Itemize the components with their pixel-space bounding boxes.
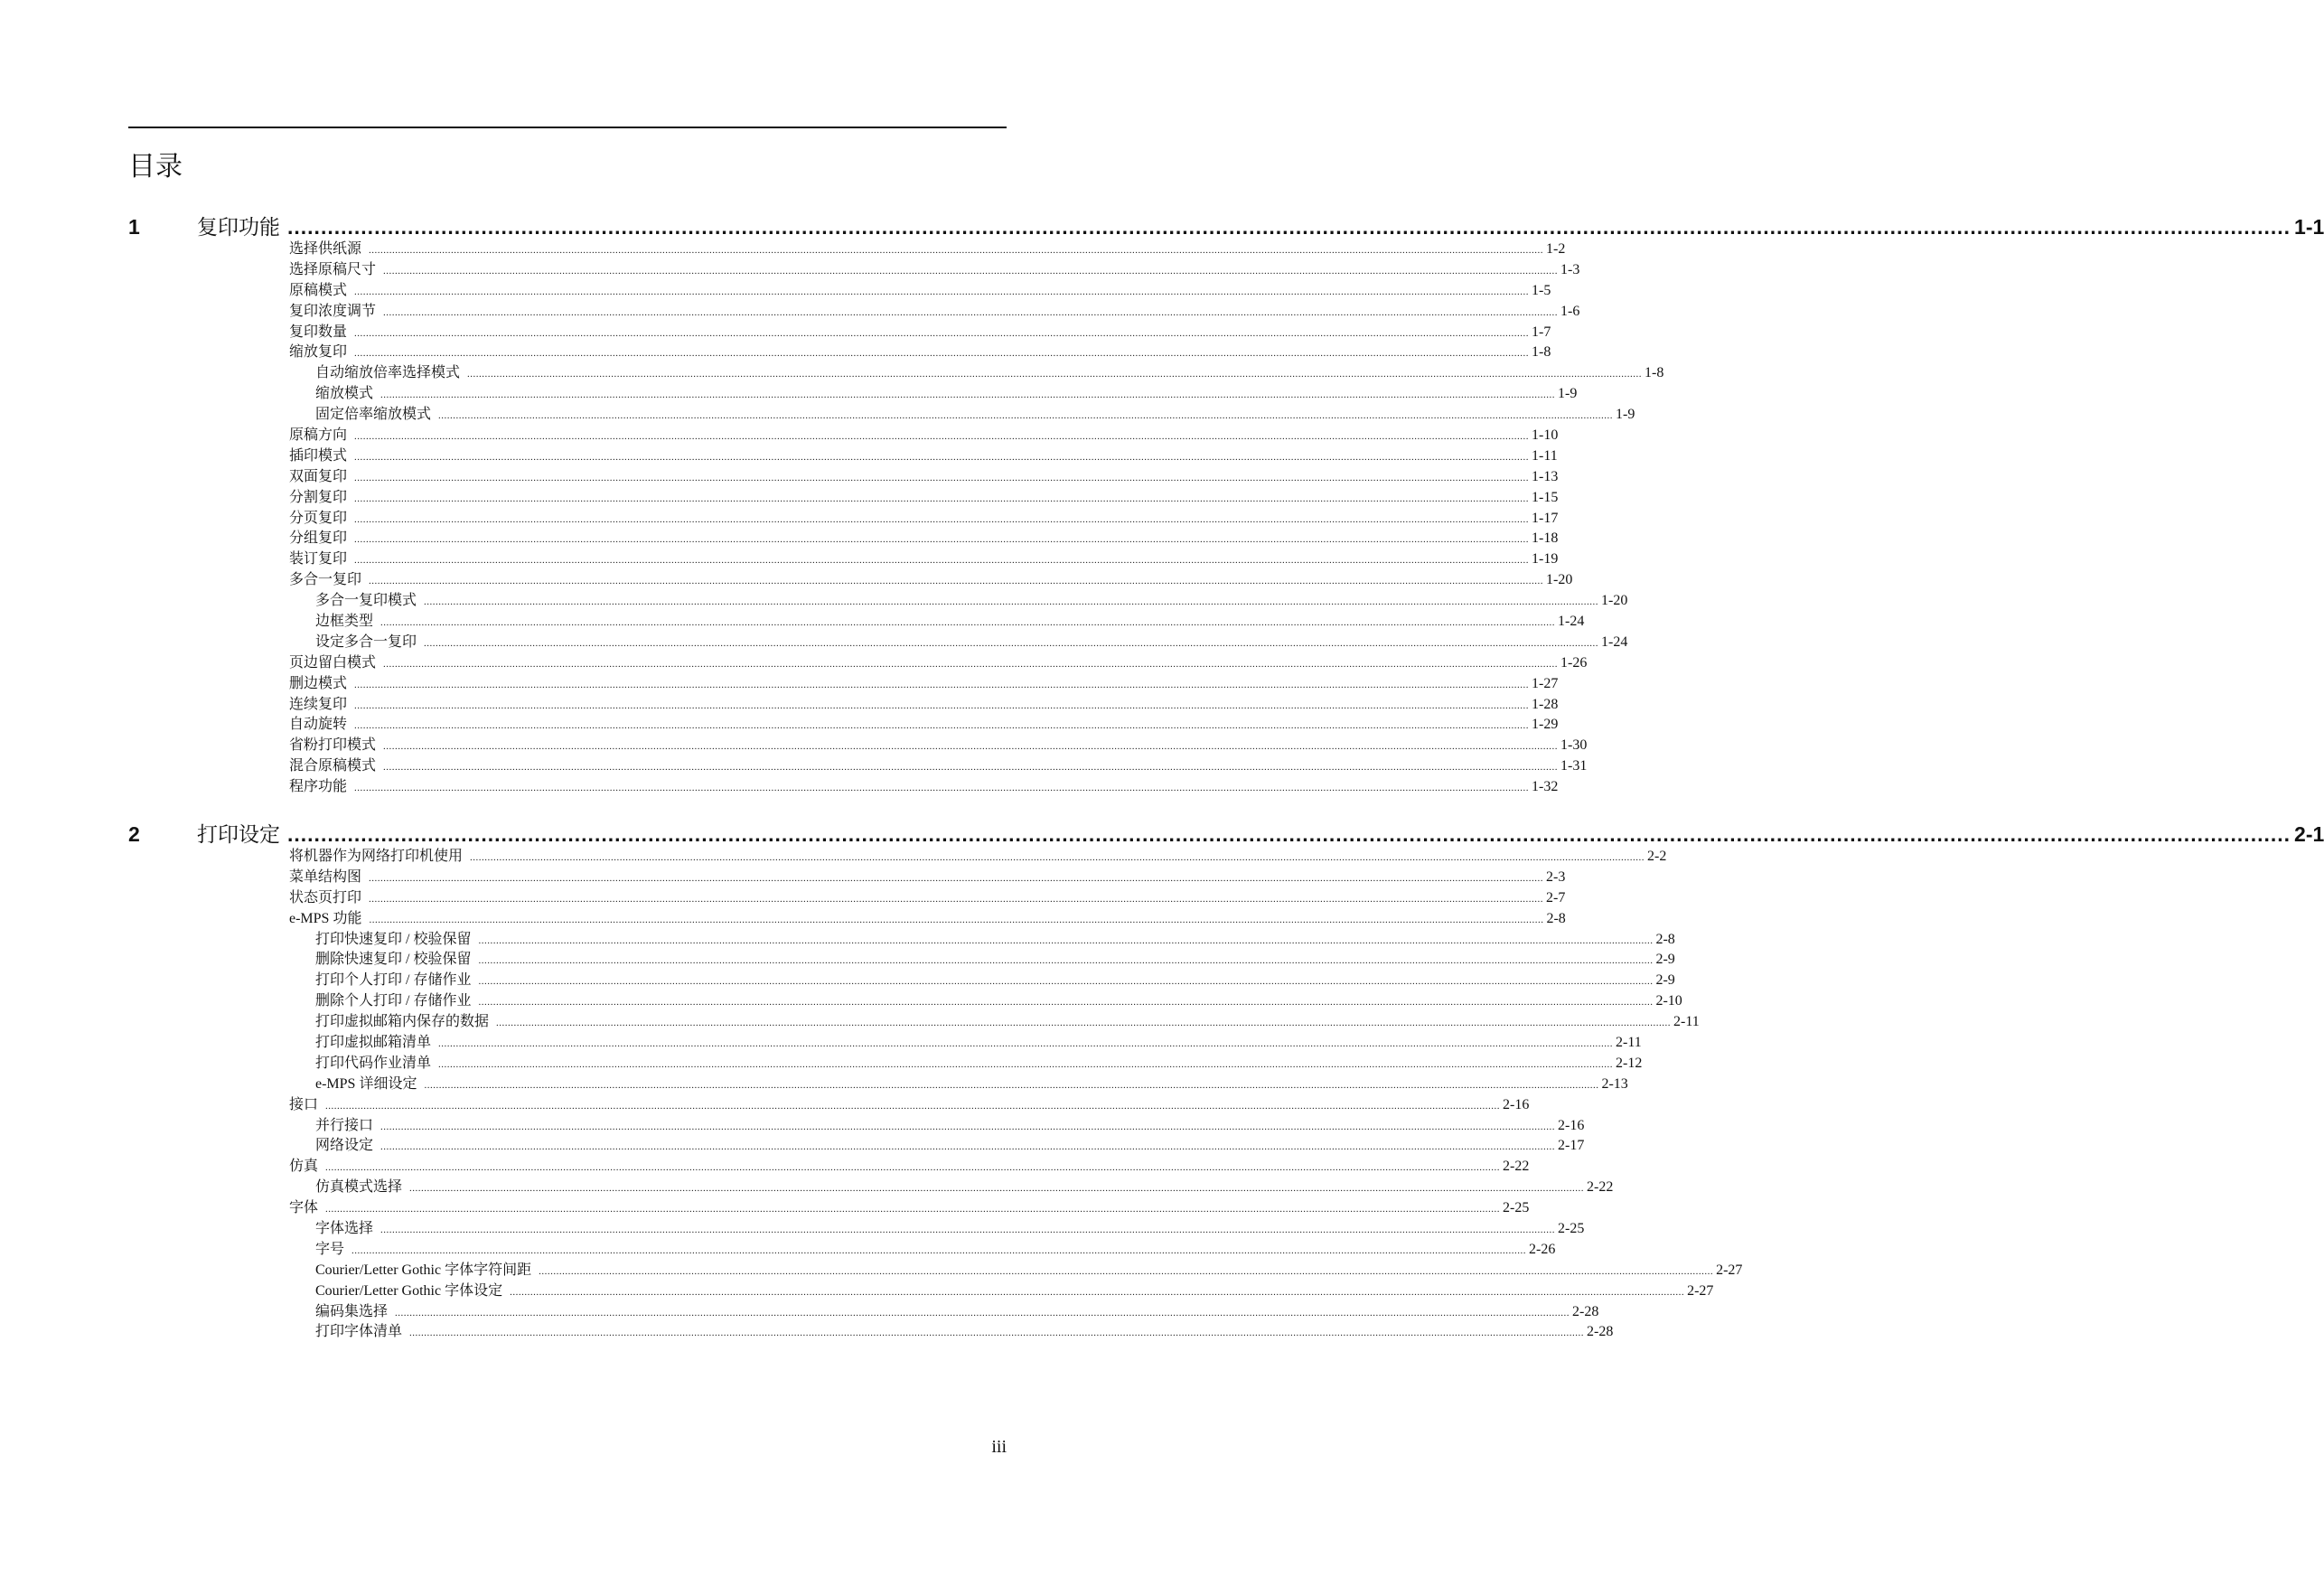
toc-entry[interactable] xyxy=(289,674,1559,695)
toc-entry[interactable] xyxy=(315,1075,1628,1095)
toc-entry-title: 缩放复印 xyxy=(289,344,348,361)
toc-entry-page: 2-11 xyxy=(1616,1035,1642,1051)
toc-entry-page: 1-17 xyxy=(1532,510,1559,526)
toc-entry[interactable] xyxy=(289,426,1559,446)
dot-leader: ................................................................................................................................................................................................................................................................................................................................................................................................................ xyxy=(539,1265,1714,1277)
dot-leader: ................................................................................................................................................................................................................................................................................................................................................................................................................ xyxy=(380,1141,1556,1153)
toc-entry-page: 2-25 xyxy=(1558,1221,1585,1237)
toc-entry[interactable] xyxy=(315,971,1675,991)
toc-entry-title: 复印浓度调节 xyxy=(289,303,377,319)
toc-entry-title: 状态页打印 xyxy=(289,889,362,906)
dot-leader: ................................................................................................................................................................................................................................................................................................................................................................................................................ xyxy=(478,955,1654,967)
toc-entry-title: 打印代码作业清单 xyxy=(315,1055,432,1071)
toc-entry-page: 1-19 xyxy=(1532,551,1559,568)
toc-entry[interactable] xyxy=(289,653,1588,674)
toc-entry-title: 删除个人打印 / 存储作业 xyxy=(315,993,472,1009)
toc-entry[interactable] xyxy=(315,591,1628,612)
toc-entry[interactable] xyxy=(289,909,1566,930)
dot-leader: ................................................................................................................................................................................................................................................................................................................................................................................................................ xyxy=(424,596,1599,608)
toc-entry-title: e-MPS 详细设定 xyxy=(315,1075,417,1092)
toc-entry[interactable] xyxy=(289,695,1559,716)
dot-leader: ............................................................................................................................................................................................................................................................................................................ xyxy=(287,822,2291,846)
toc-entry[interactable] xyxy=(315,633,1628,653)
toc-entry-page: 1-31 xyxy=(1560,758,1588,774)
dot-leader: ................................................................................................................................................................................................................................................................................................................................................................................................................ xyxy=(369,893,1544,905)
toc-entry[interactable] xyxy=(315,991,1682,1012)
dot-leader: ................................................................................................................................................................................................................................................................................................................................................................................................................ xyxy=(351,1244,1527,1256)
toc-entry-title: 仿真模式选择 xyxy=(315,1179,403,1196)
toc-entry-page: 1-26 xyxy=(1560,654,1588,671)
dot-leader: ................................................................................................................................................................................................................................................................................................................................................................................................................ xyxy=(383,306,1559,318)
dot-leader: ................................................................................................................................................................................................................................................................................................................................................................................................................ xyxy=(496,1018,1672,1029)
toc-entry-title: 打印快速复印 / 校验保留 xyxy=(315,931,472,947)
dot-leader: ................................................................................................................................................................................................................................................................................................................................................................................................................ xyxy=(369,245,1544,256)
dot-leader: ................................................................................................................................................................................................................................................................................................................................................................................................................ xyxy=(354,327,1530,339)
dot-leader: ................................................................................................................................................................................................................................................................................................................................................................................................................ xyxy=(478,997,1654,1009)
dot-leader: ................................................................................................................................................................................................................................................................................................................................................................................................................ xyxy=(380,1121,1556,1132)
toc-entry[interactable] xyxy=(315,1219,1585,1240)
toc-entry-page: 2-7 xyxy=(1546,889,1566,906)
toc-entry-page: 2-3 xyxy=(1546,868,1566,885)
toc-entry-page: 1-28 xyxy=(1532,696,1559,712)
toc-entry-title: 连续复印 xyxy=(289,696,348,712)
dot-leader: ................................................................................................................................................................................................................................................................................................................................................................................................................ xyxy=(470,852,1645,863)
toc-entry-title: 自动缩放倍率选择模式 xyxy=(315,365,461,381)
toc-entry[interactable] xyxy=(315,1178,1614,1198)
dot-leader: ................................................................................................................................................................................................................................................................................................................................................................................................................ xyxy=(478,976,1654,988)
toc-entry[interactable] xyxy=(289,239,1566,260)
dot-leader: ................................................................................................................................................................................................................................................................................................................................................................................................................ xyxy=(380,1225,1556,1236)
dot-leader: ................................................................................................................................................................................................................................................................................................................................................................................................................ xyxy=(438,410,1614,422)
toc-entry-page: 1-11 xyxy=(1532,447,1558,464)
toc-entry-page: 2-28 xyxy=(1572,1303,1599,1319)
toc-entry[interactable] xyxy=(289,868,1566,888)
chapter-title: 打印设定 xyxy=(197,823,280,847)
toc-entry-title: 菜单结构图 xyxy=(289,868,362,885)
toc-entry-title: e-MPS 功能 xyxy=(289,910,362,926)
dot-leader: ................................................................................................................................................................................................................................................................................................................................................................................................................ xyxy=(383,265,1559,277)
toc-entry-page: 1-8 xyxy=(1645,365,1664,381)
toc-entry-title: 删边模式 xyxy=(289,675,348,691)
toc-entry[interactable] xyxy=(315,930,1675,951)
toc-entry[interactable] xyxy=(289,549,1559,570)
toc-entry-page: 1-3 xyxy=(1560,261,1580,277)
toc-entry-title: 省粉打印模式 xyxy=(289,737,377,754)
toc-entry[interactable] xyxy=(289,777,1559,798)
dot-leader: ................................................................................................................................................................................................................................................................................................................................................................................................................ xyxy=(325,1100,1501,1112)
toc-entry[interactable] xyxy=(315,1033,1642,1054)
toc-entry-title: 设定多合一复印 xyxy=(315,633,417,650)
dot-leader: ................................................................................................................................................................................................................................................................................................................................................................................................................ xyxy=(325,1162,1501,1174)
toc-entry-title: 字体选择 xyxy=(315,1221,374,1237)
page-number: iii xyxy=(991,1437,1007,1457)
toc-entry-page: 1-7 xyxy=(1532,324,1551,340)
dot-leader: ............................................................................................................................................................................................................................................................................................................ xyxy=(287,215,2291,239)
toc-entry-title: 分页复印 xyxy=(289,510,348,526)
toc-entry[interactable] xyxy=(289,281,1551,302)
toc-entry[interactable] xyxy=(289,529,1559,549)
toc-entry-page: 1-13 xyxy=(1532,468,1559,484)
toc-entry-title: 混合原稿模式 xyxy=(289,758,377,774)
toc-entry-title: 固定倍率缩放模式 xyxy=(315,407,432,423)
toc-entry-title: Courier/Letter Gothic 字体字符间距 xyxy=(315,1262,532,1278)
toc-entry[interactable] xyxy=(315,1116,1585,1137)
chapter-number: 1 xyxy=(128,215,140,239)
toc-entry-title: 插印模式 xyxy=(289,447,348,464)
toc-entry-title: 并行接口 xyxy=(315,1117,374,1133)
toc-entry[interactable] xyxy=(289,1157,1530,1178)
toc-entry[interactable] xyxy=(315,1136,1585,1157)
toc-entry-page: 1-32 xyxy=(1532,779,1559,795)
chapter-number: 2 xyxy=(128,822,140,846)
dot-leader: ................................................................................................................................................................................................................................................................................................................................................................................................................ xyxy=(354,783,1530,794)
dot-leader: ................................................................................................................................................................................................................................................................................................................................................................................................................ xyxy=(424,1079,1599,1091)
toc-entry[interactable] xyxy=(289,343,1551,363)
toc-entry-page: 1-20 xyxy=(1601,593,1628,609)
dot-leader: ................................................................................................................................................................................................................................................................................................................................................................................................................ xyxy=(438,1038,1614,1050)
toc-entry-title: 自动旋转 xyxy=(289,717,348,733)
toc-entry-title: 打印虚拟邮箱内保存的数据 xyxy=(315,1014,490,1030)
toc-entry-page: 1-29 xyxy=(1532,717,1559,733)
toc-entry-title: 编码集选择 xyxy=(315,1303,389,1319)
toc-entry-page: 1-18 xyxy=(1532,530,1559,547)
dot-leader: ................................................................................................................................................................................................................................................................................................................................................................................................................ xyxy=(383,762,1559,774)
toc-entry-page: 1-9 xyxy=(1616,407,1635,423)
toc-entry-title: 原稿模式 xyxy=(289,282,348,298)
toc-entry-title: 分组复印 xyxy=(289,530,348,547)
toc-entry[interactable] xyxy=(315,612,1585,633)
dot-leader: ................................................................................................................................................................................................................................................................................................................................................................................................................ xyxy=(369,872,1544,884)
toc-entry-page: 1-10 xyxy=(1532,427,1559,444)
toc-entry-page: 2-9 xyxy=(1655,972,1675,989)
dot-leader: ................................................................................................................................................................................................................................................................................................................................................................................................................ xyxy=(354,534,1530,546)
chapter-title: 复印功能 xyxy=(197,216,280,239)
toc-entry-page: 1-24 xyxy=(1558,614,1585,630)
toc-entry[interactable] xyxy=(289,736,1588,756)
toc-entry-title: 缩放模式 xyxy=(315,386,374,402)
toc-entry-title: 字号 xyxy=(315,1241,345,1257)
dot-leader: ................................................................................................................................................................................................................................................................................................................................................................................................................ xyxy=(354,493,1530,504)
toc-entry[interactable] xyxy=(289,509,1559,530)
toc-entry-title: 程序功能 xyxy=(289,779,348,795)
toc-entry-page: 1-15 xyxy=(1532,489,1559,505)
dot-leader: ................................................................................................................................................................................................................................................................................................................................................................................................................ xyxy=(354,348,1530,360)
dot-leader: ................................................................................................................................................................................................................................................................................................................................................................................................................ xyxy=(467,369,1643,380)
dot-leader: ................................................................................................................................................................................................................................................................................................................................................................................................................ xyxy=(395,1307,1570,1319)
toc-entry-title: 字体 xyxy=(289,1200,319,1216)
toc-entry-title: 原稿方向 xyxy=(289,427,348,444)
dot-leader: ................................................................................................................................................................................................................................................................................................................................................................................................................ xyxy=(325,1204,1501,1215)
toc-entry-page: 2-27 xyxy=(1716,1262,1743,1278)
dot-leader: ................................................................................................................................................................................................................................................................................................................................................................................................................ xyxy=(409,1183,1585,1195)
toc-entry[interactable] xyxy=(315,405,1635,426)
toc-entry-page: 2-22 xyxy=(1503,1159,1530,1175)
toc-entry[interactable] xyxy=(315,1322,1614,1343)
toc-entry[interactable] xyxy=(289,888,1566,909)
toc-entry-title: 接口 xyxy=(289,1096,319,1112)
toc-entry-page: 1-2 xyxy=(1546,241,1566,257)
toc-entry-page: 2-2 xyxy=(1647,849,1667,864)
toc-entry[interactable] xyxy=(289,446,1558,467)
toc-entry[interactable] xyxy=(289,488,1559,509)
toc-entry-page: 1-27 xyxy=(1532,675,1559,691)
chapter-page: 1-1 xyxy=(2294,215,2324,239)
toc-entry-title: 打印个人打印 / 存储作业 xyxy=(315,972,472,989)
toc-entry-title: 选择原稿尺寸 xyxy=(289,261,377,277)
toc-entry-page: 1-20 xyxy=(1546,572,1573,588)
toc-entry-title: 删除快速复印 / 校验保留 xyxy=(315,952,472,968)
toc-entry[interactable] xyxy=(289,467,1559,488)
toc-entry-page: 2-8 xyxy=(1546,910,1566,926)
dot-leader: ................................................................................................................................................................................................................................................................................................................................................................................................................ xyxy=(424,637,1599,649)
toc-title: 目录 xyxy=(128,151,183,183)
toc-entry-page: 2-22 xyxy=(1587,1179,1614,1196)
toc-entry-page: 2-26 xyxy=(1529,1241,1556,1257)
chapter-heading[interactable] xyxy=(0,213,2324,240)
dot-leader: ................................................................................................................................................................................................................................................................................................................................................................................................................ xyxy=(369,576,1544,587)
dot-leader: ................................................................................................................................................................................................................................................................................................................................................................................................................ xyxy=(354,699,1530,711)
toc-entry-page: 2-17 xyxy=(1558,1138,1585,1154)
dot-leader: ................................................................................................................................................................................................................................................................................................................................................................................................................ xyxy=(354,513,1530,525)
toc-entry-page: 1-30 xyxy=(1560,737,1588,754)
chapter-2-entries xyxy=(0,847,1743,1343)
dot-leader: ................................................................................................................................................................................................................................................................................................................................................................................................................ xyxy=(354,555,1530,567)
dot-leader: ................................................................................................................................................................................................................................................................................................................................................................................................................ xyxy=(510,1286,1685,1298)
toc-entry-page: 1-5 xyxy=(1532,282,1551,298)
toc-entry-page: 2-16 xyxy=(1503,1096,1530,1112)
toc-entry-title: 多合一复印 xyxy=(289,572,362,588)
dot-leader: ................................................................................................................................................................................................................................................................................................................................................................................................................ xyxy=(383,741,1559,753)
toc-entry-title: 装订复印 xyxy=(289,551,348,568)
toc-entry[interactable] xyxy=(289,1095,1530,1116)
chapter-heading[interactable] xyxy=(0,821,2324,848)
toc-entry[interactable] xyxy=(315,1240,1556,1261)
toc-entry-title: 打印字体清单 xyxy=(315,1324,403,1340)
chapter-page: 2-1 xyxy=(2294,822,2324,846)
toc-entry-title: Courier/Letter Gothic 字体设定 xyxy=(315,1282,503,1299)
toc-entry-title: 选择供纸源 xyxy=(289,241,362,257)
toc-entry[interactable] xyxy=(315,1054,1643,1075)
toc-entry[interactable] xyxy=(315,1302,1599,1323)
toc-entry-title: 分割复印 xyxy=(289,489,348,505)
toc-entry-page: 1-6 xyxy=(1560,303,1580,319)
toc-entry-page: 1-8 xyxy=(1532,344,1551,361)
dot-leader: ................................................................................................................................................................................................................................................................................................................................................................................................................ xyxy=(354,472,1530,483)
toc-entry-page: 2-8 xyxy=(1655,931,1675,947)
header-rule xyxy=(128,127,1007,128)
toc-entry-page: 2-28 xyxy=(1587,1324,1614,1340)
dot-leader: ................................................................................................................................................................................................................................................................................................................................................................................................................ xyxy=(409,1328,1585,1339)
toc-entry[interactable] xyxy=(289,323,1551,343)
toc-entry-page: 2-13 xyxy=(1601,1075,1628,1092)
toc-entry-page: 2-11 xyxy=(1673,1014,1700,1030)
toc-entry-page: 1-24 xyxy=(1601,633,1628,650)
toc-entry[interactable] xyxy=(289,570,1573,591)
dot-leader: ................................................................................................................................................................................................................................................................................................................................................................................................................ xyxy=(438,1058,1614,1070)
toc-entry[interactable] xyxy=(289,715,1559,736)
toc-entry-page: 2-9 xyxy=(1655,952,1675,968)
toc-entry-title: 将机器作为网络打印机使用 xyxy=(289,849,464,864)
toc-entry-title: 多合一复印模式 xyxy=(315,593,417,609)
toc-entry-page: 2-16 xyxy=(1558,1117,1585,1133)
dot-leader: ................................................................................................................................................................................................................................................................................................................................................................................................................ xyxy=(369,914,1544,925)
toc-entry[interactable] xyxy=(315,950,1675,971)
toc-entry[interactable] xyxy=(289,302,1580,323)
dot-leader: ................................................................................................................................................................................................................................................................................................................................................................................................................ xyxy=(354,431,1530,443)
toc-entry-page: 2-25 xyxy=(1503,1200,1530,1216)
toc-entry[interactable] xyxy=(289,847,1667,868)
toc-entry-page: 1-9 xyxy=(1558,386,1578,402)
toc-entry-title: 双面复印 xyxy=(289,468,348,484)
dot-leader: ................................................................................................................................................................................................................................................................................................................................................................................................................ xyxy=(380,617,1556,629)
dot-leader: ................................................................................................................................................................................................................................................................................................................................................................................................................ xyxy=(354,451,1530,463)
chapter-1-entries xyxy=(0,239,1664,798)
toc-entry-title: 边框类型 xyxy=(315,614,374,630)
toc-entry[interactable] xyxy=(315,384,1578,405)
toc-entry-title: 页边留白模式 xyxy=(289,654,377,671)
dot-leader: ................................................................................................................................................................................................................................................................................................................................................................................................................ xyxy=(380,389,1556,401)
dot-leader: ................................................................................................................................................................................................................................................................................................................................................................................................................ xyxy=(354,286,1530,297)
dot-leader: ................................................................................................................................................................................................................................................................................................................................................................................................................ xyxy=(383,658,1559,670)
dot-leader: ................................................................................................................................................................................................................................................................................................................................................................................................................ xyxy=(478,934,1654,946)
dot-leader: ................................................................................................................................................................................................................................................................................................................................................................................................................ xyxy=(354,720,1530,732)
toc-entry[interactable] xyxy=(315,363,1664,384)
dot-leader: ................................................................................................................................................................................................................................................................................................................................................................................................................ xyxy=(354,679,1530,690)
toc-entry-title: 仿真 xyxy=(289,1159,319,1175)
toc-entry[interactable] xyxy=(289,260,1580,281)
toc-entry-page: 2-10 xyxy=(1655,993,1682,1009)
toc-entry[interactable] xyxy=(289,756,1588,777)
toc-entry-page: 2-12 xyxy=(1616,1055,1643,1071)
toc-entry[interactable] xyxy=(315,1012,1700,1033)
toc-entry-title: 网络设定 xyxy=(315,1138,374,1154)
toc-entry-title: 复印数量 xyxy=(289,324,348,340)
toc-entry[interactable] xyxy=(315,1281,1714,1302)
toc-entry[interactable] xyxy=(289,1198,1530,1219)
toc-entry-title: 打印虚拟邮箱清单 xyxy=(315,1035,432,1051)
toc-entry-page: 2-27 xyxy=(1687,1282,1714,1299)
toc-entry[interactable] xyxy=(315,1261,1743,1281)
